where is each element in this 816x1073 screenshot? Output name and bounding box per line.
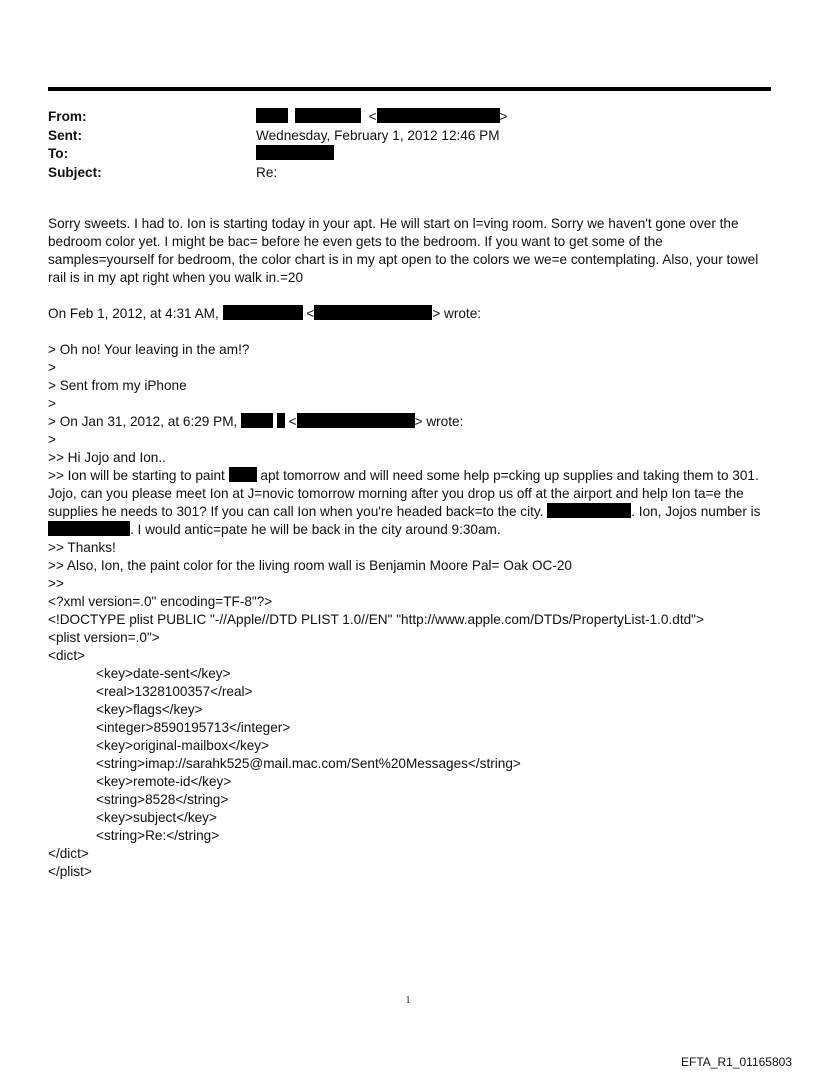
redaction [314, 305, 432, 320]
sent-row [48, 127, 771, 146]
quoted-line: >> Hi Jojo and Ion.. [48, 450, 166, 465]
xml-line: <dict> [48, 648, 86, 663]
body-paragraph: Sorry sweets. I had to. Ion is starting today in your apt. He will start on l=ving room. Sorry we haven't gone over the bedroom color yet. I might be bac= before he even gets to the bedroom. If you want to get some of the samples=yourself for bedroom, the color chart is in my apt open to the colors we we=e contemplating. Also, your towel rail is in my apt right when you walk in.=20 [48, 216, 759, 285]
redaction [48, 521, 130, 536]
quoted-line: > Oh no! Your leaving in the am!? [48, 342, 250, 357]
attribution-post: > wrote: [432, 306, 482, 321]
document-id: EFTA_R1_01165803 [681, 1055, 792, 1069]
redaction [547, 503, 631, 518]
redaction [241, 413, 273, 428]
xml-line: </plist> [48, 864, 92, 879]
dict-line: <key>date-sent</key> [96, 666, 231, 681]
email-body [48, 215, 768, 881]
quote-attribution [48, 413, 768, 431]
redaction [223, 305, 303, 320]
quoted-line: > [48, 432, 56, 447]
redaction [297, 413, 415, 428]
attribution-lt: < [306, 306, 315, 321]
email-header [48, 108, 771, 182]
redaction [256, 108, 288, 123]
dict-line: <string>imap://sarahk525@mail.mac.com/Sent%20Messages</string> [96, 756, 521, 771]
quoted-text: . Ion, Jojos number is [631, 504, 761, 519]
dict-line: <key>remote-id</key> [96, 774, 232, 789]
sent-value: Wednesday, February 1, 2012 12:46 PM [256, 127, 500, 143]
dict-line: <key>original-mailbox</key> [96, 738, 270, 753]
dict-line: <string>8528</string> [96, 792, 229, 807]
subject-row [48, 164, 771, 183]
from-value [256, 108, 507, 127]
xml-line: <!DOCTYPE plist PUBLIC "-//Apple//DTD PLIST 1.0//EN" "http://www.apple.com/DTDs/PropertyList-1.0.dtd"> [48, 612, 704, 627]
attribution-post: > wrote: [414, 414, 464, 429]
quoted-line: >> Also, Ion, the paint color for the living room wall is Benjamin Moore Pal= Oak OC-20 [48, 558, 572, 573]
attribution-lt: < [288, 414, 297, 429]
from-lt: < [368, 109, 377, 124]
attribution-text: > On Jan 31, 2012, at 6:29 PM, [48, 414, 238, 429]
quoted-line: > [48, 396, 56, 411]
xml-line: </dict> [48, 846, 89, 861]
quoted-line: >> [48, 576, 64, 591]
dict-line: <key>subject</key> [96, 810, 217, 825]
page-number: 1 [405, 995, 411, 1006]
redaction [377, 108, 500, 123]
quoted-text: >> Ion will be starting to paint [48, 468, 225, 483]
quoted-text: . I would antic=pate he will be back in the city around 9:30am. [130, 522, 501, 537]
sent-label: Sent: [48, 127, 82, 143]
to-row [48, 145, 771, 164]
attribution-text: On Feb 1, 2012, at 4:31 AM, [48, 306, 219, 321]
dict-line: <string>Re:</string> [96, 828, 220, 843]
redaction [277, 413, 285, 428]
to-value [256, 145, 334, 164]
xml-line: <?xml version=.0" encoding=TF-8"?> [48, 594, 273, 609]
dict-line: <integer>8590195713</integer> [96, 720, 291, 735]
subject-label: Subject: [48, 164, 102, 180]
quoted-text: apt tomorrow and will need some help p=cking up supplies and taking them to 301. Jojo, can you please meet Ion at J=novic tomorrow morning after you drop us off at the airport and help Ion ta=e the supplies he needs to 301? If you can call Ion when you're headed back=to the city. [48, 468, 759, 519]
from-row [48, 108, 771, 127]
redaction [295, 108, 361, 123]
header-rule [48, 87, 771, 91]
dict-line: <real>1328100357</real> [96, 684, 253, 699]
redaction [256, 145, 334, 160]
to-label: To: [48, 146, 69, 161]
quoted-line: > [48, 360, 56, 375]
quoted-line: > Sent from my iPhone [48, 378, 187, 393]
from-label: From: [48, 109, 87, 124]
redaction [229, 467, 257, 482]
xml-line: <plist version=.0"> [48, 630, 160, 645]
dict-line: <key>flags</key> [96, 702, 203, 717]
subject-value: Re: [256, 164, 278, 180]
quoted-paragraph [48, 467, 768, 539]
quoted-line: >> Thanks! [48, 540, 116, 555]
quote-attribution [48, 305, 768, 323]
from-gt: > [499, 109, 508, 124]
